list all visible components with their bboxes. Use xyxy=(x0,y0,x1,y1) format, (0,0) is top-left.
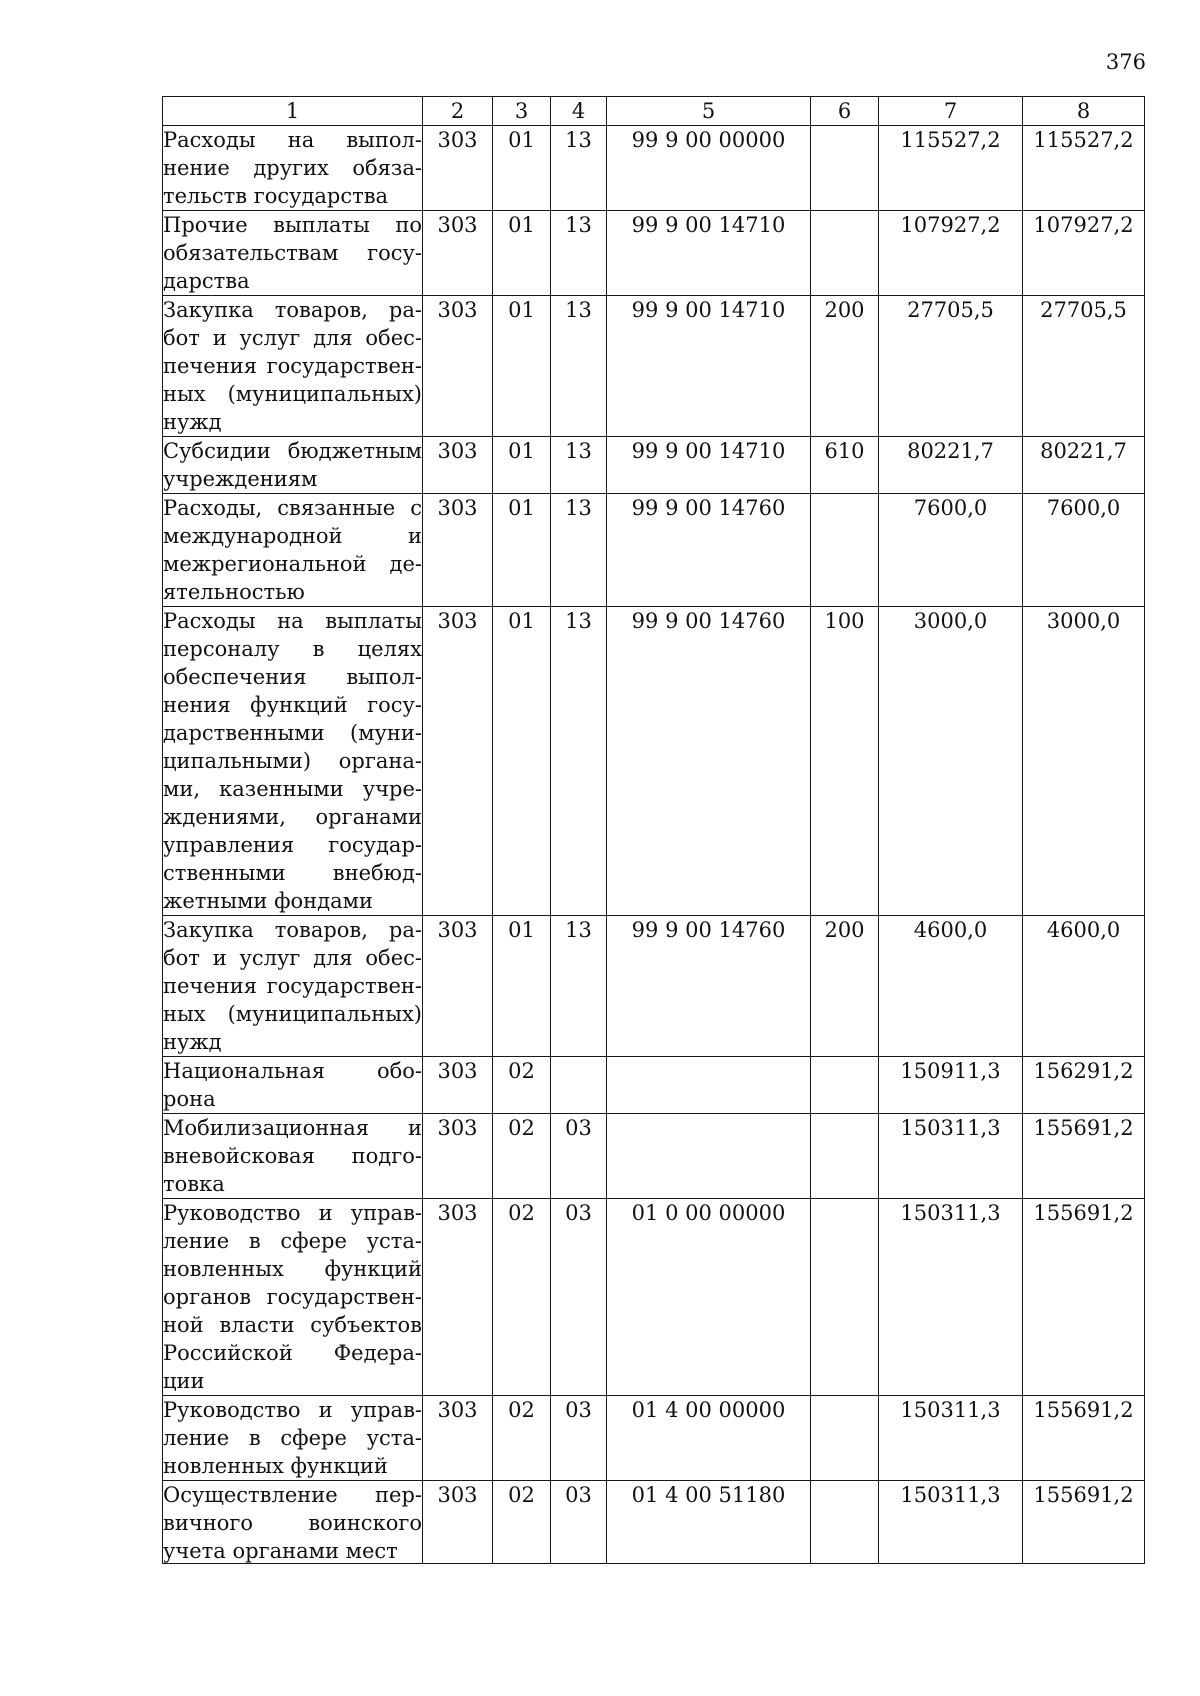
col-2-cell: 303 xyxy=(423,607,493,916)
col-5-cell xyxy=(607,1057,811,1114)
col-3-cell: 02 xyxy=(493,1114,551,1199)
col-4-cell: 13 xyxy=(551,296,607,437)
col-3-cell: 02 xyxy=(493,1199,551,1396)
col-2-cell: 303 xyxy=(423,1114,493,1199)
col-6-cell xyxy=(811,126,879,211)
col-2-cell: 303 xyxy=(423,1199,493,1396)
row-name: Руководство и управление в сфере установленных функций xyxy=(163,1396,423,1481)
col-5-cell: 99 9 00 00000 xyxy=(607,126,811,211)
row-name: Расходы на выплаты персоналу в целях обеспечения выполнения функций государственными (муниципальными) органами, казенными учреждениями, органами управления государственными внебюджетными фондами xyxy=(163,607,423,916)
col-2-cell: 303 xyxy=(423,1396,493,1481)
col-4-cell: 03 xyxy=(551,1199,607,1396)
col-2-cell: 303 xyxy=(423,211,493,296)
col-6-cell xyxy=(811,494,879,607)
col-5-cell: 01 0 00 00000 xyxy=(607,1199,811,1396)
table-row xyxy=(163,1114,1145,1199)
table-row xyxy=(163,607,1145,916)
table-header xyxy=(163,97,1145,126)
col-8-cell: 107927,2 xyxy=(1023,211,1145,296)
table-row xyxy=(163,1199,1145,1396)
col-5-cell: 99 9 00 14760 xyxy=(607,916,811,1057)
table-row xyxy=(163,1057,1145,1114)
col-7-cell: 4600,0 xyxy=(879,916,1023,1057)
col-7-cell: 115527,2 xyxy=(879,126,1023,211)
col-4-cell: 03 xyxy=(551,1481,607,1564)
col-7-cell: 150311,3 xyxy=(879,1199,1023,1396)
table-row xyxy=(163,1481,1145,1564)
table-row xyxy=(163,494,1145,607)
col-8-cell: 155691,2 xyxy=(1023,1481,1145,1564)
table-row xyxy=(163,126,1145,211)
col-8-cell: 80221,7 xyxy=(1023,437,1145,494)
col-4-cell: 03 xyxy=(551,1114,607,1199)
column-header-4: 4 xyxy=(551,97,607,126)
row-name: Руководство и управление в сфере установленных функций органов государственной власти субъектов Российской Федерации xyxy=(163,1199,423,1396)
col-8-cell: 7600,0 xyxy=(1023,494,1145,607)
col-8-cell: 115527,2 xyxy=(1023,126,1145,211)
col-8-cell: 27705,5 xyxy=(1023,296,1145,437)
col-5-cell: 99 9 00 14760 xyxy=(607,494,811,607)
column-header-8: 8 xyxy=(1023,97,1145,126)
col-6-cell xyxy=(811,211,879,296)
page-number: 376 xyxy=(1105,50,1146,74)
row-name: Мобилизационная и вневойсковая подготовка xyxy=(163,1114,423,1199)
column-header-1: 1 xyxy=(163,97,423,126)
column-header-2: 2 xyxy=(423,97,493,126)
col-3-cell: 01 xyxy=(493,916,551,1057)
col-6-cell: 100 xyxy=(811,607,879,916)
col-8-cell: 155691,2 xyxy=(1023,1114,1145,1199)
col-6-cell xyxy=(811,1114,879,1199)
col-4-cell xyxy=(551,1057,607,1114)
budget-table xyxy=(162,96,1145,1564)
col-3-cell: 01 xyxy=(493,211,551,296)
col-5-cell xyxy=(607,1114,811,1199)
col-7-cell: 3000,0 xyxy=(879,607,1023,916)
row-name: Прочие выплаты по обязательствам государства xyxy=(163,211,423,296)
col-2-cell: 303 xyxy=(423,437,493,494)
row-name: Закупка товаров, работ и услуг для обеспечения государственных (муниципальных) нужд xyxy=(163,916,423,1057)
col-7-cell: 150311,3 xyxy=(879,1481,1023,1564)
col-4-cell: 13 xyxy=(551,916,607,1057)
col-6-cell: 610 xyxy=(811,437,879,494)
header-row xyxy=(163,97,1145,126)
col-7-cell: 150311,3 xyxy=(879,1114,1023,1199)
col-6-cell xyxy=(811,1396,879,1481)
row-name: Национальная оборона xyxy=(163,1057,423,1114)
col-6-cell xyxy=(811,1057,879,1114)
table-row xyxy=(163,211,1145,296)
col-7-cell: 80221,7 xyxy=(879,437,1023,494)
column-header-3: 3 xyxy=(493,97,551,126)
table-row xyxy=(163,916,1145,1057)
col-2-cell: 303 xyxy=(423,916,493,1057)
col-4-cell: 13 xyxy=(551,494,607,607)
col-2-cell: 303 xyxy=(423,1057,493,1114)
col-3-cell: 01 xyxy=(493,126,551,211)
col-8-cell: 155691,2 xyxy=(1023,1199,1145,1396)
col-7-cell: 107927,2 xyxy=(879,211,1023,296)
col-4-cell: 13 xyxy=(551,126,607,211)
col-6-cell: 200 xyxy=(811,916,879,1057)
col-4-cell: 03 xyxy=(551,1396,607,1481)
col-5-cell: 99 9 00 14710 xyxy=(607,296,811,437)
col-3-cell: 02 xyxy=(493,1396,551,1481)
col-3-cell: 01 xyxy=(493,437,551,494)
column-header-7: 7 xyxy=(879,97,1023,126)
row-name: Закупка товаров, работ и услуг для обеспечения государственных (муниципальных) нужд xyxy=(163,296,423,437)
col-6-cell xyxy=(811,1481,879,1564)
col-8-cell: 156291,2 xyxy=(1023,1057,1145,1114)
col-5-cell: 01 4 00 00000 xyxy=(607,1396,811,1481)
col-8-cell: 4600,0 xyxy=(1023,916,1145,1057)
col-4-cell: 13 xyxy=(551,211,607,296)
col-6-cell: 200 xyxy=(811,296,879,437)
col-2-cell: 303 xyxy=(423,296,493,437)
col-3-cell: 01 xyxy=(493,296,551,437)
col-3-cell: 01 xyxy=(493,494,551,607)
table-body xyxy=(163,126,1145,1564)
table-row xyxy=(163,296,1145,437)
col-7-cell: 7600,0 xyxy=(879,494,1023,607)
col-5-cell: 99 9 00 14710 xyxy=(607,211,811,296)
row-name: Расходы, связанные с международной и межрегиональной деятельностью xyxy=(163,494,423,607)
col-8-cell: 155691,2 xyxy=(1023,1396,1145,1481)
col-7-cell: 150311,3 xyxy=(879,1396,1023,1481)
col-7-cell: 150911,3 xyxy=(879,1057,1023,1114)
row-name: Расходы на выполнение других обязательств государства xyxy=(163,126,423,211)
col-3-cell: 01 xyxy=(493,607,551,916)
col-5-cell: 99 9 00 14710 xyxy=(607,437,811,494)
row-name xyxy=(163,1481,423,1564)
row-name: Субсидии бюджетным учреждениям xyxy=(163,437,423,494)
col-5-cell: 99 9 00 14760 xyxy=(607,607,811,916)
col-2-cell: 303 xyxy=(423,126,493,211)
col-4-cell: 13 xyxy=(551,437,607,494)
col-2-cell: 303 xyxy=(423,1481,493,1564)
column-header-6: 6 xyxy=(811,97,879,126)
col-6-cell xyxy=(811,1199,879,1396)
col-8-cell: 3000,0 xyxy=(1023,607,1145,916)
col-3-cell: 02 xyxy=(493,1481,551,1564)
col-7-cell: 27705,5 xyxy=(879,296,1023,437)
col-3-cell: 02 xyxy=(493,1057,551,1114)
row-name-text: Осуществление первичного воинского учета органами мест xyxy=(163,1483,422,1563)
col-5-cell: 01 4 00 51180 xyxy=(607,1481,811,1564)
column-header-5: 5 xyxy=(607,97,811,126)
table-row xyxy=(163,437,1145,494)
col-2-cell: 303 xyxy=(423,494,493,607)
table-row xyxy=(163,1396,1145,1481)
col-4-cell: 13 xyxy=(551,607,607,916)
